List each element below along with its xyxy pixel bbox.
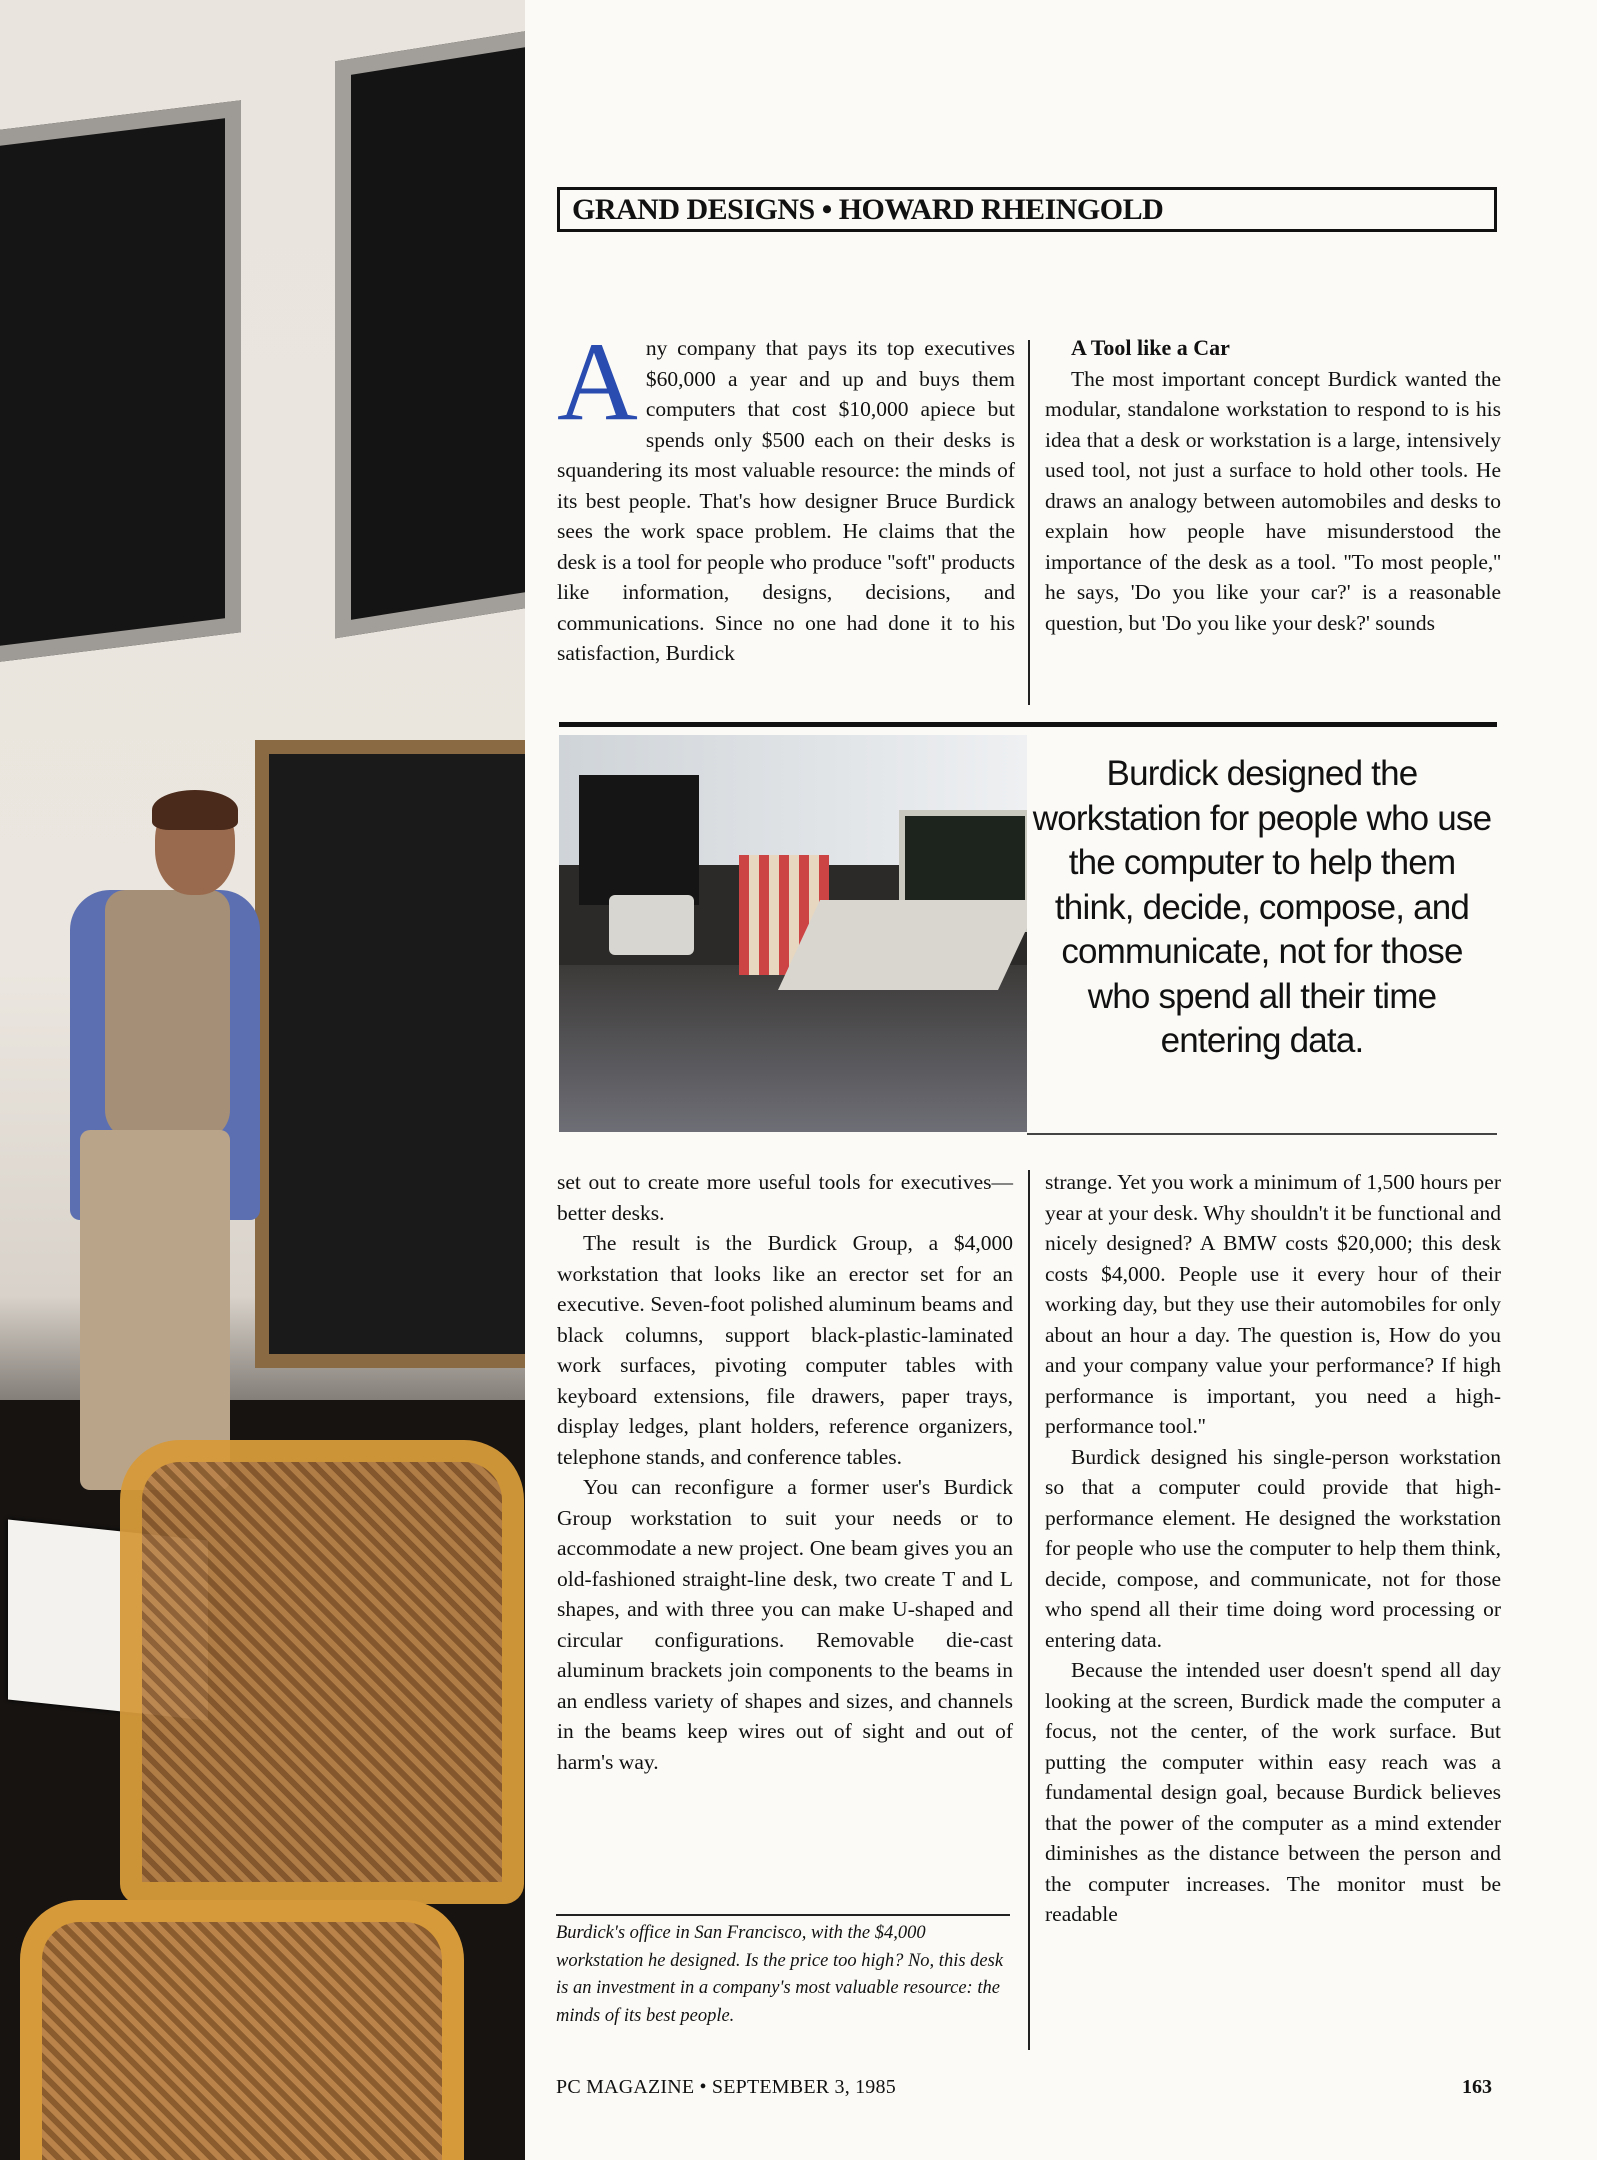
column-header <box>557 187 1497 232</box>
inset-desk <box>559 965 1027 1132</box>
col1-bottom <box>557 1167 1013 1777</box>
pull-quote-rule <box>1027 1133 1497 1135</box>
cane-chair <box>120 1440 524 1904</box>
workstation-photo <box>559 735 1027 1132</box>
office-photo <box>0 0 525 2160</box>
pull-quote: Burdick designed the workstation for people who use the computer to help them think, decide, compose, and communicate, not for those who spend all their time entering data. <box>1032 754 1492 1060</box>
col2-bottom-p3: Because the intended user doesn't spend all day looking at the screen, Burdick made the computer a focus, not the center, of the work surface. But putting the computer within easy reach was a fundamental design goal, because Burdick believes that the power of the computer as a mind extender diminishes as the distance between the person and the computer increases. The monitor must be readable <box>1045 1658 1501 1926</box>
drop-cap: A <box>557 320 638 444</box>
column-rule-top <box>1028 340 1030 705</box>
subhead: A Tool like a Car <box>1071 335 1230 360</box>
person-legs <box>80 1130 230 1490</box>
col1-bottom-p2: The result is the Burdick Group, a $4,000 workstation that looks like an erector set for an executive. Seven-foot polished aluminum beams and black columns, support black-plastic-laminated work surfaces, pivoting computer tables with keyboard extensions, file drawers, paper trays, display ledges, plant holders, reference organizers, telephone stands, and conference tables. <box>557 1231 1013 1469</box>
inset-shelf <box>579 775 699 905</box>
footer-publication: PC MAGAZINE • SEPTEMBER 3, 1985 <box>556 2076 896 2098</box>
col2-top-text: The most important concept Burdick wanted the modular, standalone workstation to respond to is his idea that a desk or workstation is a large, intensively used tool, not just a surface to hold other tools. He draws an analogy between automobiles and desks to explain how people have misunderstood the importance of the desk as a tool. ''To most people,'' he says, 'Do you like your car?' is a reasonable question, but 'Do you like your desk?' sounds <box>1045 366 1501 635</box>
col1-bottom-p3: You can reconfigure a former user's Burdick Group workstation to suit your needs or to accommodate a new project. One beam gives you an old-fashioned straight-line desk, two create T and L shapes, and with three you can make U-shaped and circular configurations. Removable die-cast aluminum brackets join components to the beams in an endless variety of shapes and sizes, and channels in the beams keep wires out of sight and out of harm's way. <box>557 1475 1013 1774</box>
page-number: 163 <box>1462 2076 1492 2098</box>
cane-chair-front <box>20 1900 464 2160</box>
inset-keyboard <box>778 900 1027 990</box>
wall-window-left <box>0 100 241 662</box>
col2-bottom-p2: Burdick designed his single-person workstation so that a computer could provide that high-performance element. He designed the workstation for people who use the computer to help them think, decide, compose, and communicate, not for those who spend all their time doing word processing or entering data. <box>1045 1444 1501 1652</box>
col1-top <box>557 320 1015 669</box>
caption-rule <box>556 1914 1010 1916</box>
person-vest <box>105 890 230 1140</box>
wall-window-right <box>335 29 525 639</box>
wall-frame <box>255 740 525 1368</box>
inset-telephone <box>609 895 694 955</box>
person-hair <box>152 790 238 830</box>
col2-top <box>1045 333 1501 638</box>
photo-caption: Burdick's office in San Francisco, with the $4,000 workstation he designed. Is the price too high? No, this desk is an investment in a company's most valuable resource: the minds of its best people. <box>556 1923 1004 2026</box>
col1-top-text: ny company that pays its top executives $60,000 a year and up and buys them computers that cost $10,000 apiece but spends only $500 each on their desks is squandering its most valuable resource: the minds of its best people. That's how designer Bruce Burdick sees the work space problem. He claims that the desk is a tool for people who produce ''soft'' products like information, designs, decisions, and communications. Since no one had done it to his satisfaction, Burdick <box>557 336 1015 665</box>
col2-bottom-p1: strange. Yet you work a minimum of 1,500 hours per year at your desk. Why shouldn't it be functional and nicely designed? A BMW costs $20,000; this desk costs $4,000. People use it every hour of their working day, but they use their automobiles for only about an hour a day. The question is, How do you and your company value your performance? If high performance is important, you need a high-performance tool.'' <box>1045 1170 1501 1438</box>
section-rule <box>559 722 1497 727</box>
col2-bottom <box>1045 1167 1501 1930</box>
col1-bottom-p1: set out to create more useful tools for executives—better desks. <box>557 1170 1013 1225</box>
column-rule-bottom <box>1028 1170 1030 2050</box>
column-title: GRAND DESIGNS • HOWARD RHEINGOLD <box>572 192 1164 226</box>
